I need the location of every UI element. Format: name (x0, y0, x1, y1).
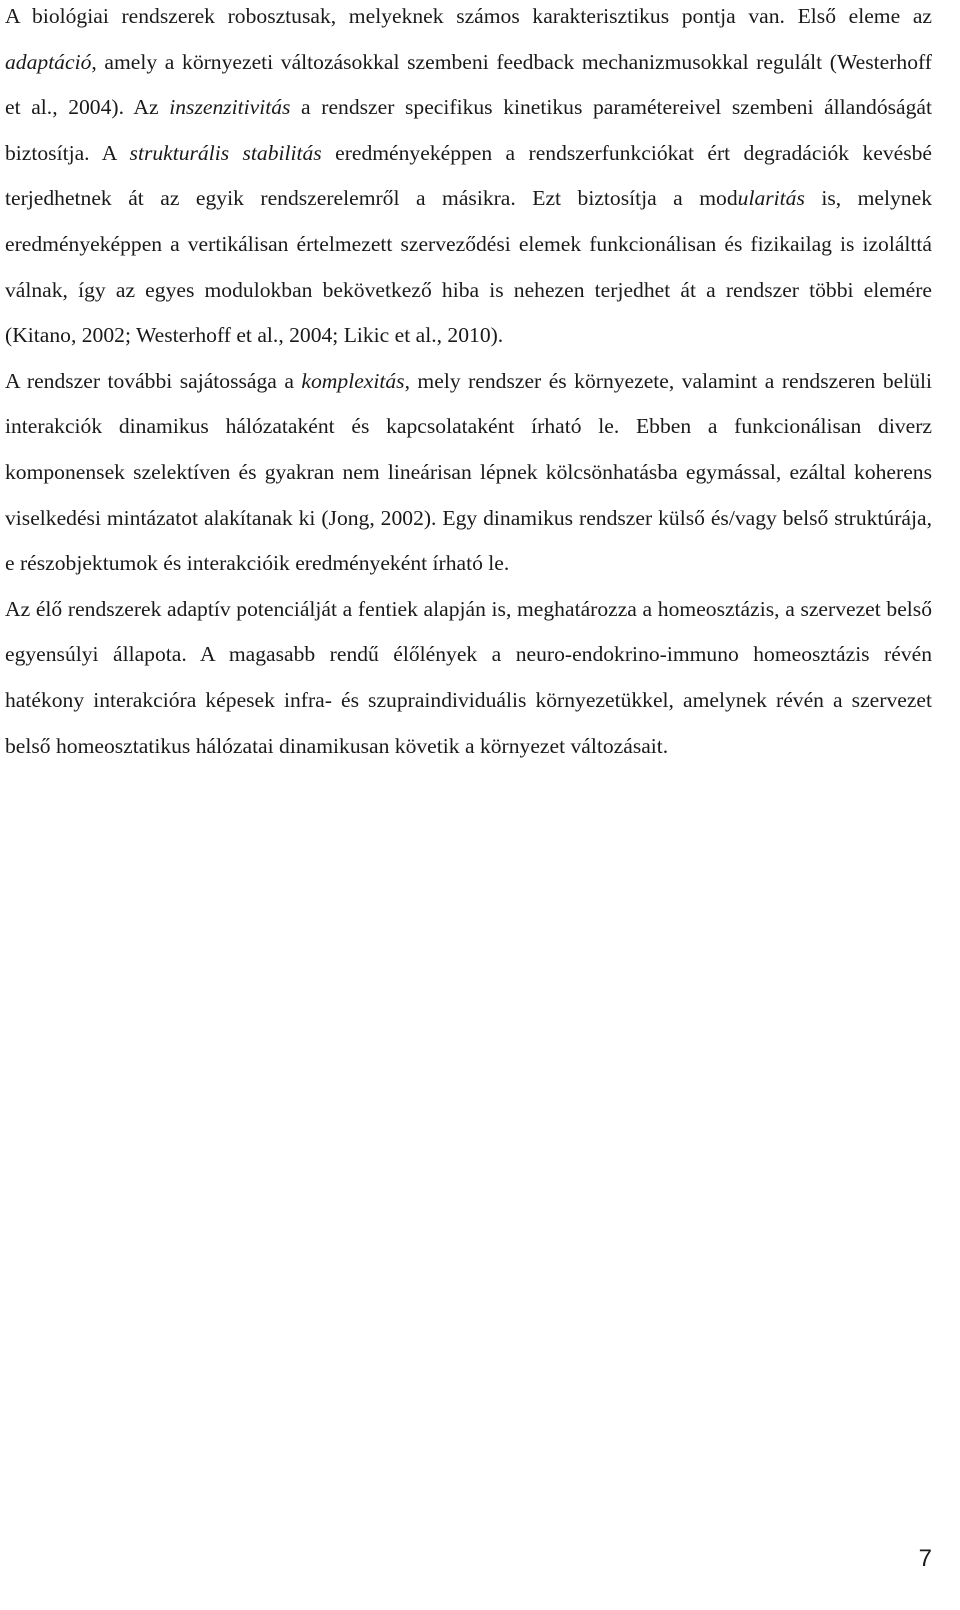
text-segment: A rendszer további sajátossága a (5, 368, 302, 393)
page-number: 7 (918, 1545, 932, 1572)
italic-term-strukturalis-stabilitas: strukturális stabilitás (129, 140, 322, 165)
paragraph-homeostasis (5, 587, 932, 769)
text-segment: , amely a környezeti változásokkal szembeni feedback mechanizmusokkal regulált (Westerhoff et al., 2004). Az (5, 49, 932, 120)
text-segment: A biológiai rendszerek robosztusak, melyeknek számos karakterisztikus pontja van. Első eleme az (5, 4, 932, 28)
paragraph-complexity (5, 359, 932, 587)
text-segment: a rendszer specifikus kinetikus paramétereivel szembeni állandóságát biztosítja. A (5, 95, 933, 165)
text-segment: eredményeképpen a rendszerfunkciókat ért degradációk kevésbé terjedhetnek át az egyik rendszerelemről a másikra. Ezt biztosítja a mod (5, 140, 932, 211)
italic-term-adaptacio: adaptáció (5, 49, 92, 74)
text-segment: , mely rendszer és környezete, valamint a rendszeren belüli interakciók dinamikus hálózataként és kapcsolataként írható le. Ebben a funkcionálisan diverz komponensek szelektíven és gyakran nem lineárisan lépnek kölcsönhatásba egymással, ezáltal koherens viselkedési mintázatot alakítanak ki (Jong, 2002). Egy dinamikus rendszer külső és/vagy belső struktúrája, e részobjektumok és interakcióik eredményeként írható le. (5, 368, 933, 576)
italic-term-inszenzitivitas: inszenzitivitás (169, 95, 291, 120)
paragraph-robustness (5, 0, 932, 359)
italic-term-modularitas: ularitás (737, 186, 805, 211)
document-body (5, 0, 932, 769)
text-segment: Az élő rendszerek adaptív potenciálját a fentiek alapján is, meghatározza a homeosztázis, a szervezet belső egyensúlyi állapota. A magasabb rendű élőlények a neuro-endokrino-immuno homeosztázis révén hatékony interakcióra képesek infra- és szupraindividuális környezetükkel, amelynek révén a szervezet belső homeosztatikus hálózatai dinamikusan követik a környezet változásait. (5, 596, 932, 758)
text-segment: is, melynek eredményeképpen a vertikálisan értelmezett szerveződési elemek funkcionálisan és fizikailag is izolálttá válnak, így az egyes modulokban bekövetkező hiba is nehezen terjedhet át a rendszer többi elemére (Kitano, 2002; Westerhoff et al., 2004; Likic et al., 2010). (5, 186, 932, 348)
italic-term-komplexitas: komplexitás (301, 368, 405, 393)
